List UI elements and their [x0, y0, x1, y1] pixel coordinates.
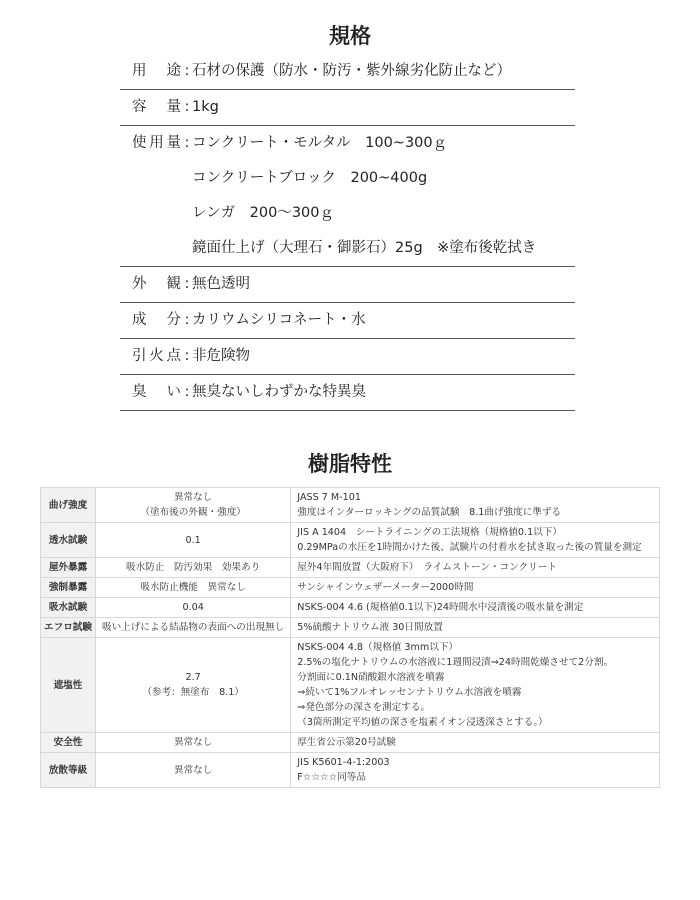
- resin-result: [96, 598, 291, 618]
- spec-label: [120, 339, 182, 374]
- spec-value: カリウムシリコネート・水: [192, 312, 366, 328]
- spec-value: レンガ 200～300ｇ: [192, 205, 334, 221]
- spec-title: 規格: [329, 24, 371, 48]
- spec-value: 無臭ないしわずかな特異臭: [192, 384, 366, 400]
- resin-method-line: ⇒続いて1%フルオレッセンナトリウム水溶液を噴霧: [297, 687, 522, 698]
- resin-row: [41, 753, 660, 788]
- spec-label: [120, 54, 182, 89]
- spec-label-char: 火: [149, 348, 164, 364]
- resin-method-line: NSKS-004 4.6 (規格値0.1以下)24時間水中浸漬後の吸水量を測定: [297, 602, 584, 613]
- resin-test-name: 安全性: [41, 733, 96, 753]
- resin-table: [40, 487, 660, 788]
- resin-test-name: エフロ試験: [41, 618, 96, 638]
- resin-result-line: （塗布後の外観・強度）: [140, 507, 246, 518]
- resin-row: [41, 558, 660, 578]
- spec-label-char: 用: [149, 135, 164, 151]
- resin-title: 樹脂特性: [308, 452, 392, 476]
- spec-label-char: 量: [166, 135, 181, 151]
- spec-label: [120, 126, 182, 161]
- spec-label-char: 使: [132, 135, 147, 151]
- resin-method-line: 厚生省公示第20号試験: [297, 737, 396, 748]
- resin-result: [96, 618, 291, 638]
- spec-values: [192, 126, 575, 266]
- resin-method-line: 分割面に0.1N硝酸銀水溶液を噴霧: [297, 672, 445, 683]
- spec-label-char: 分: [166, 312, 181, 328]
- resin-method: [291, 733, 660, 753]
- spec-colon: :: [184, 135, 190, 151]
- spec-label: [120, 375, 182, 410]
- spec-colon: :: [184, 312, 190, 328]
- spec-label: [120, 303, 182, 338]
- resin-result-line: 0.04: [182, 602, 204, 613]
- spec-row: [120, 126, 575, 267]
- resin-test-name: 透水試験: [41, 523, 96, 558]
- spec-colon: :: [184, 276, 190, 292]
- resin-result: [96, 733, 291, 753]
- resin-result: [96, 638, 291, 733]
- spec-values: [192, 267, 575, 302]
- resin-method: [291, 488, 660, 523]
- resin-result: [96, 578, 291, 598]
- resin-method-line: 0.29MPaの水圧を1時間かけた後、試験片の付着水を拭き取った後の質量を測定: [297, 542, 642, 553]
- spec-value: 非危険物: [192, 348, 250, 364]
- resin-method: [291, 558, 660, 578]
- spec-colon: :: [184, 99, 190, 115]
- resin-result-line: 吸水防止機能 異常なし: [140, 582, 246, 593]
- resin-test-name: 放散等級: [41, 753, 96, 788]
- spec-label-char: 外: [132, 276, 147, 292]
- spec-value: 1kg: [192, 99, 219, 115]
- resin-result-line: 異常なし: [173, 737, 213, 748]
- resin-test-name: 曲げ強度: [41, 488, 96, 523]
- resin-result: [96, 523, 291, 558]
- spec-values: [192, 375, 575, 410]
- resin-method-line: NSKS-004 4.8（規格値 3mm以下）: [297, 642, 459, 653]
- resin-result: [96, 753, 291, 788]
- spec-colon: :: [184, 348, 190, 364]
- resin-result: [96, 558, 291, 578]
- resin-result-line: 吸水防止 防汚効果 効果あり: [125, 562, 261, 573]
- spec-value: コンクリートブロック 200~400g: [192, 170, 428, 186]
- resin-method: [291, 598, 660, 618]
- resin-result: [96, 488, 291, 523]
- resin-method-line: 屋外4年間放置（大阪府下） ライムストーン・コンクリート: [297, 562, 557, 573]
- spec-label-char: 点: [166, 348, 181, 364]
- spec-values: [192, 90, 575, 125]
- spec-label-char: 用: [132, 63, 147, 79]
- resin-method-line: 2.5%の塩化ナトリウムの水溶液に1週間浸漬⇒24時間乾燥させて2分割。: [297, 657, 614, 668]
- spec-label-char: 引: [132, 348, 147, 364]
- spec-label-char: 観: [166, 276, 181, 292]
- spec-label: [120, 90, 182, 125]
- resin-result-line: 2.7: [185, 672, 201, 683]
- resin-method-line: F☆☆☆☆同等品: [297, 772, 366, 783]
- resin-method: [291, 638, 660, 733]
- spec-row: [120, 303, 575, 339]
- spec-label-char: 成: [132, 312, 147, 328]
- spec-value: コンクリート・モルタル 100~300ｇ: [192, 135, 448, 151]
- spec-label-char: 途: [166, 63, 181, 79]
- spec-row: [120, 54, 575, 90]
- resin-result-line: （参考：無塗布 8.1）: [142, 687, 244, 698]
- spec-row: [120, 339, 575, 375]
- resin-method: [291, 753, 660, 788]
- spec-colon: :: [184, 384, 190, 400]
- resin-method-line: 5%硫酸ナトリウム液 30日間放置: [297, 622, 443, 633]
- resin-result-line: 0.1: [185, 534, 201, 546]
- resin-row: [41, 733, 660, 753]
- resin-test-name: 遮塩性: [41, 638, 96, 733]
- resin-row: [41, 638, 660, 733]
- resin-test-name: 強制暴露: [41, 578, 96, 598]
- resin-method-line: JIS K5601-4-1:2003: [297, 757, 390, 768]
- spec-label-char: い: [166, 384, 181, 400]
- resin-method-line: （3箇所測定平均値の深さを塩素イオン浸透深さとする。）: [297, 717, 548, 728]
- spec-colon: :: [184, 63, 190, 79]
- resin-method: [291, 618, 660, 638]
- spec-row: [120, 375, 575, 411]
- resin-method-line: JASS 7 M-101: [297, 492, 361, 503]
- resin-method-line: 強度はインターロッキングの品質試験 8.1曲げ強度に準ずる: [297, 507, 562, 518]
- resin-result-line: 異常なし: [173, 492, 213, 503]
- resin-method: [291, 523, 660, 558]
- resin-method-line: JIS A 1404 シートライニングの工法規格（規格値0.1以下）: [297, 527, 562, 538]
- resin-result-line: 異常なし: [173, 764, 213, 776]
- spec-label: [120, 267, 182, 302]
- spec-label-char: 量: [166, 99, 181, 115]
- resin-result-line: 吸い上げによる結晶物の表面への出現無し: [102, 622, 285, 633]
- resin-method-line: サンシャインウェザーメーター2000時間: [297, 582, 474, 593]
- spec-values: [192, 303, 575, 338]
- spec-values: [192, 339, 575, 374]
- spec-table: [120, 54, 575, 411]
- resin-row: [41, 578, 660, 598]
- spec-value: 無色透明: [192, 276, 250, 292]
- spec-value: 石材の保護（防水・防汚・紫外線劣化防止など）: [192, 63, 511, 79]
- spec-label-char: 容: [132, 99, 147, 115]
- spec-values: [192, 54, 575, 89]
- resin-row: [41, 598, 660, 618]
- resin-method: [291, 578, 660, 598]
- resin-test-name: 吸水試験: [41, 598, 96, 618]
- resin-row: [41, 488, 660, 523]
- resin-row: [41, 523, 660, 558]
- resin-row: [41, 618, 660, 638]
- spec-label-char: 臭: [132, 384, 147, 400]
- spec-value: 鏡面仕上げ（大理石・御影石）25g ※塗布後乾拭き: [192, 240, 537, 256]
- spec-row: [120, 90, 575, 126]
- spec-row: [120, 267, 575, 303]
- resin-test-name: 屋外暴露: [41, 558, 96, 578]
- resin-method-line: ⇒発色部分の深さを測定する。: [297, 702, 431, 713]
